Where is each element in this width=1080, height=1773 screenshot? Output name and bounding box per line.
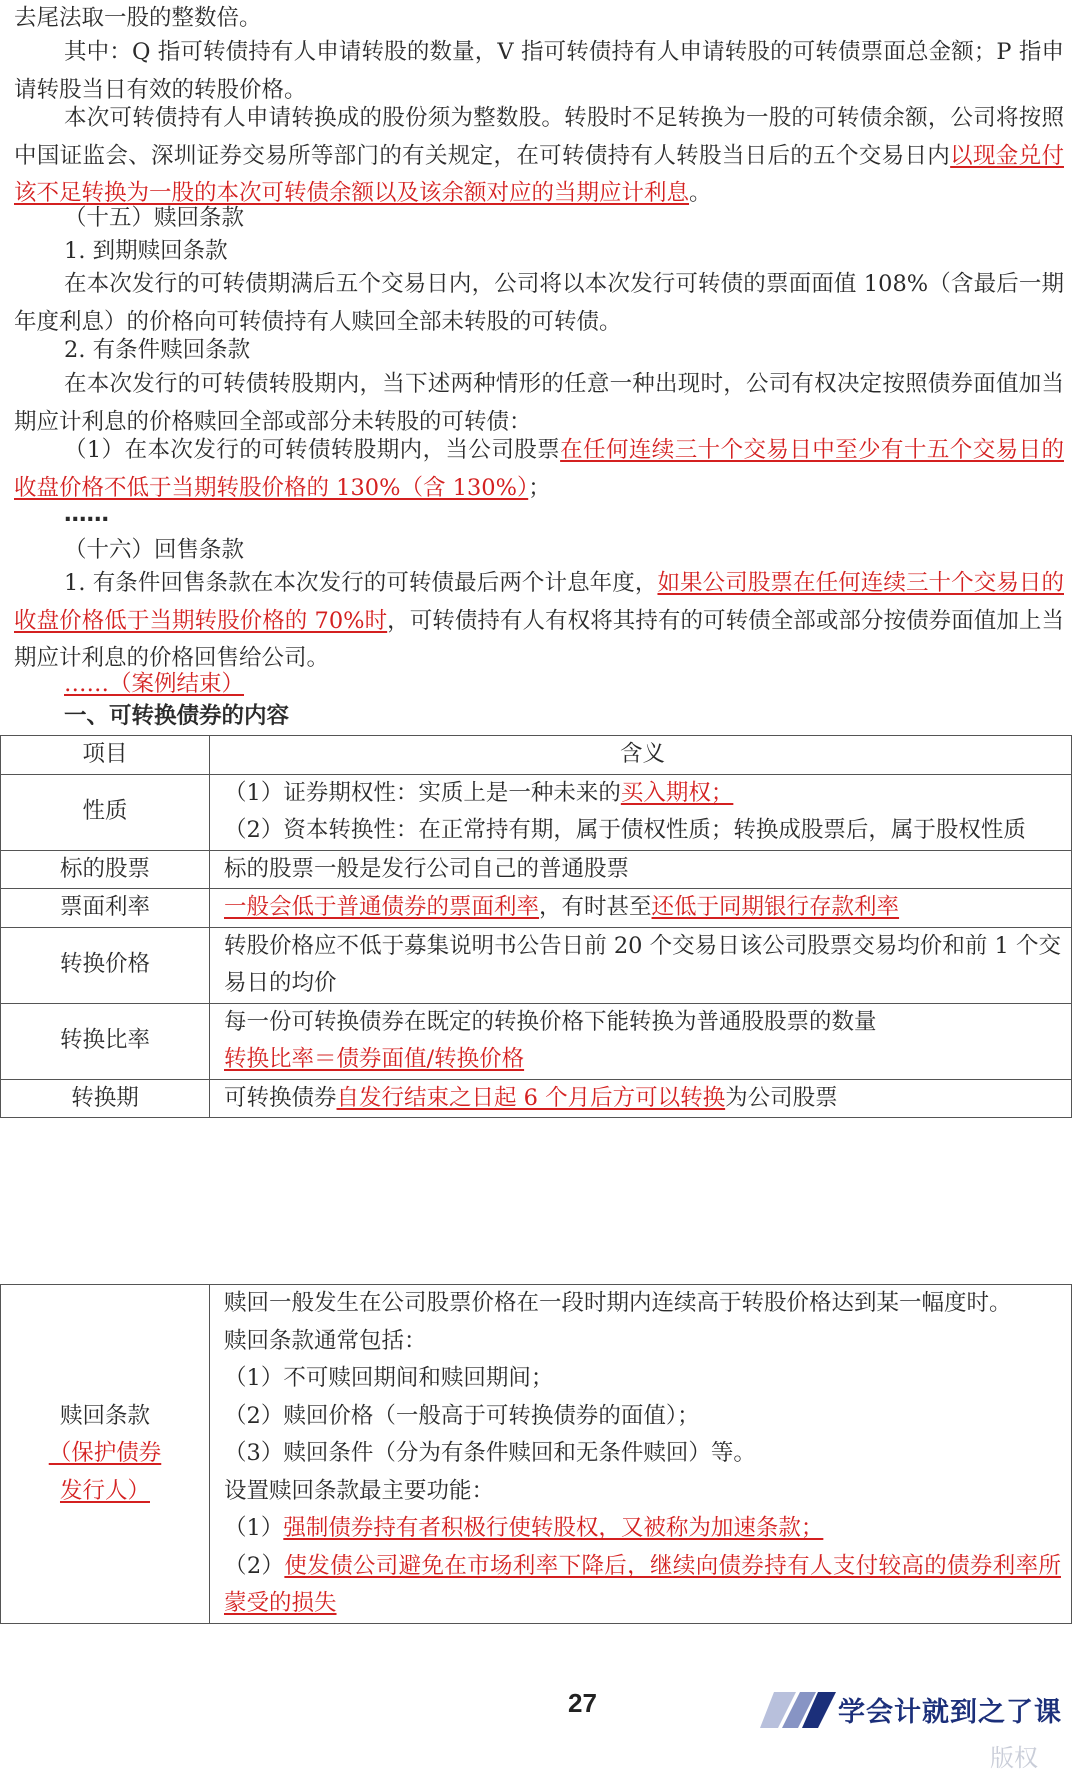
watermark: 版权 [990,1744,1038,1772]
row-key-underlying-stock: 标的股票 [1,850,210,889]
case-end-marker: ……（案例结束） [64,671,245,697]
highlight-cash-payment: 以现金兑付该不足转换为一股的本次可转债余额以及该余额对应的当期应计利息 [14,142,1064,206]
paragraph-conditional-redemption: 在本次发行的可转债转股期内，当下述两种情形的任意一种出现时，公司有权决定按照债券面值加当期应计利息的价格赎回全部或部分未转股的可转债： [14,371,1064,435]
paragraph-integer-shares: 本次可转债持有人申请转换成的股份须为整数股。转股时不足转换为一股的可转债余额，公司将按照中国证监会、深圳证券交易所等部门的有关规定，在可转债持有人转股当日后的五个交易日内以现金兑付该不足转换为一股的本次可转债余额以及该余额对应的当期应计利息。 [14,105,1064,206]
row-key-nature: 性质 [1,774,210,850]
row-key-conversion-ratio: 转换比率 [1,1003,210,1079]
table-row [1,1003,1072,1079]
table-row [1,1079,1072,1118]
row-key-coupon-rate: 票面利率 [1,889,210,928]
brand-footer [760,1684,1080,1734]
section-title: 一、可转换债券的内容 [64,703,290,729]
page-number: 27 [568,1688,597,1718]
heading-conditional-redemption: 2. 有条件赎回条款 [64,337,251,363]
header-meaning: 含义 [210,736,1072,775]
row-key-conversion-period: 转换期 [1,1079,210,1118]
row-value-coupon-rate: 一般会低于普通债券的票面利率，有时甚至还低于同期银行存款利率 [210,889,1072,928]
brand-slogan: 学会计就到之了课 [838,1697,1062,1728]
brand-logo-icon [760,1684,840,1734]
heading-put-clause: （十六）回售条款 [64,537,245,563]
ellipsis: …… [64,501,109,527]
table-header-row [1,736,1072,775]
convertible-bond-table [0,735,1072,1118]
paragraph-rounding: 去尾法取一股的整数倍。 [14,5,262,31]
table-row [1,927,1072,1003]
row-value-conversion-ratio: 每一份可转换债券在既定的转换价格下能转换为普通股股票的数量 转换比率＝债券面值/转换价格 [210,1003,1072,1079]
redemption-clause-table [0,1284,1072,1624]
table-row [1,1285,1072,1624]
paragraph-maturity-redemption: 在本次发行的可转债期满后五个交易日内，公司将以本次发行可转债的票面面值 108%（含最后一期年度利息）的价格向可转债持有人赎回全部未转股的可转债。 [14,271,1064,335]
heading-redemption-clause: （十五）赎回条款 [64,205,245,231]
paragraph-formula-definitions: 其中：Q 指可转债持有人申请转股的数量，V 指可转债持有人申请转股的可转债票面总金额；P 指申请转股当日有效的转股价格。 [14,39,1064,103]
row-value-conversion-period: 可转换债券自发行结束之日起 6 个月后方可以转换为公司股票 [210,1079,1072,1118]
highlight-130-percent: 在任何连续三十个交易日中至少有十五个交易日的收盘价格不低于当期转股价格的 130%（含 130%） [14,437,1064,501]
heading-maturity-redemption: 1. 到期赎回条款 [64,238,228,264]
paragraph-put-clause: 1. 有条件回售条款在本次发行的可转债最后两个计息年度，如果公司股票在任何连续三十个交易日的收盘价格低于当期转股价格的 70%时，可转债持有人有权将其持有的可转债全部或部分按债券面值加上当期应计利息的价格回售给公司。 [14,570,1064,671]
row-key-conversion-price: 转换价格 [1,927,210,1003]
row-value-redemption-clause: 赎回一般发生在公司股票价格在一段时期内连续高于转股价格达到某一幅度时。 赎回条款通常包括： （1）不可赎回期间和赎回期间； （2）赎回价格（一般高于可转换债券的面值）； （3）赎回条件（分为有条件赎回和无条件赎回）等。 设置赎回条款最主要功能： （1）强制债券持有者积极行使转股权，又被称为加速条款； （2）使发债公司避免在市场利率下降后，继续向债券持有人支付较高的债券利率所蒙受的损失 [210,1285,1072,1624]
row-value-conversion-price: 转股价格应不低于募集说明书公告日前 20 个交易日该公司股票交易均价和前 1 个交易日的均价 [210,927,1072,1003]
header-item: 项目 [1,736,210,775]
table-row [1,774,1072,850]
table-row [1,889,1072,928]
row-value-underlying-stock: 标的股票一般是发行公司自己的普通股票 [210,850,1072,889]
table-row [1,850,1072,889]
row-value-nature: （1）证券期权性：实质上是一种未来的买入期权； （2）资本转换性：在正常持有期，属于债权性质；转换成股票后，属于股权性质 [210,774,1072,850]
row-key-redemption-clause: 赎回条款 （保护债券 发行人） [1,1285,210,1624]
highlight-70-percent: 如果公司股票在任何连续三十个交易日的收盘价格低于当期转股价格的 70%时 [14,570,1064,634]
paragraph-redemption-condition-1: （1）在本次发行的可转债转股期内，当公司股票在任何连续三十个交易日中至少有十五个交易日的收盘价格不低于当期转股价格的 130%（含 130%）； [14,437,1064,501]
